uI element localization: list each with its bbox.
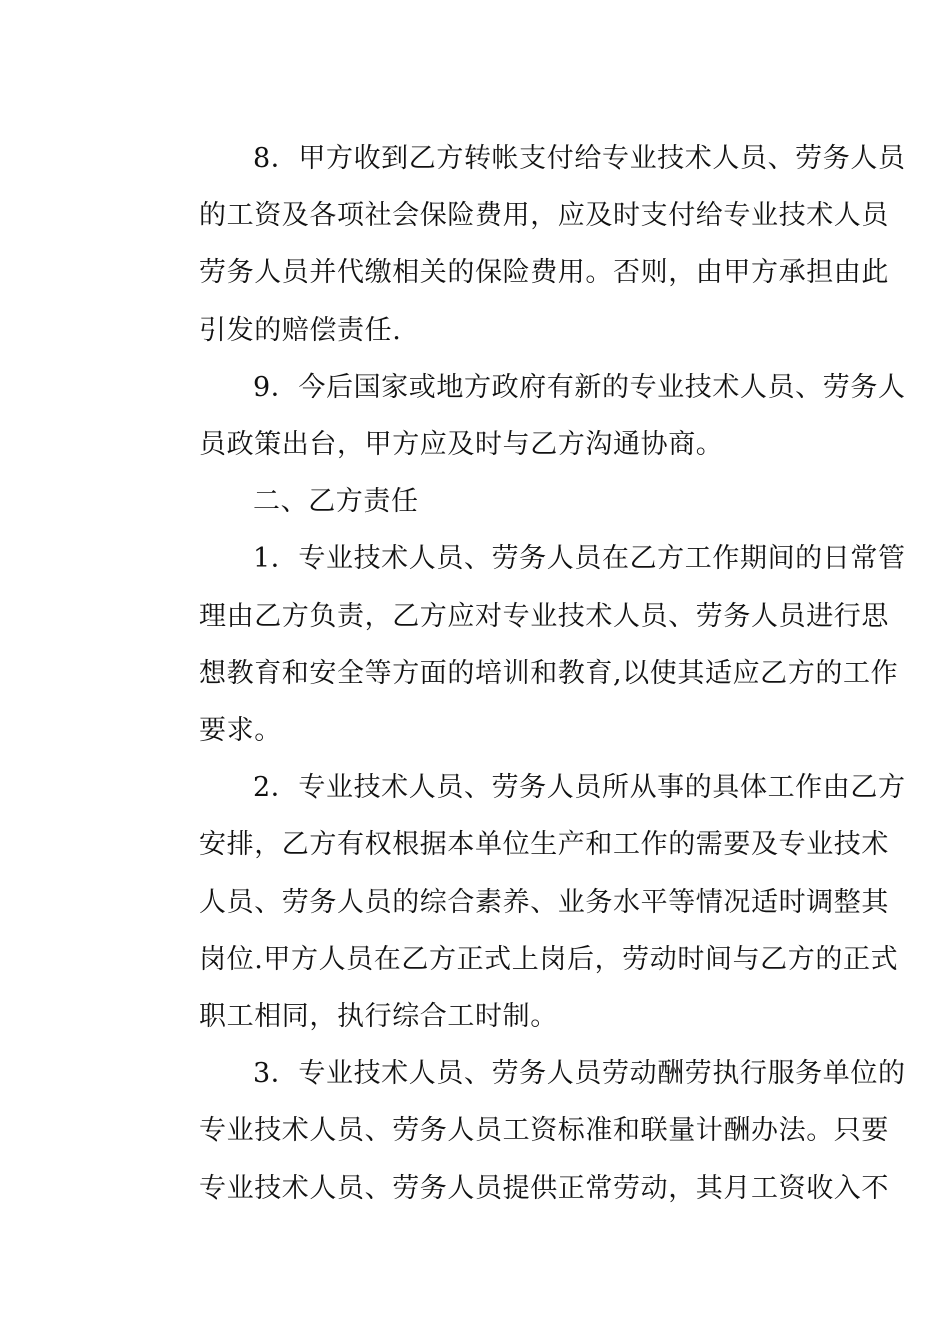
text-line: 1．专业技术人员、劳务人员在乙方工作期间的日常管 [253, 543, 906, 575]
text-line: 8．甲方收到乙方转帐支付给专业技术人员、劳务人员 [253, 143, 906, 174]
section-heading-party-b-responsibility [145, 473, 810, 530]
party-b-clause-3-paragraph [145, 1045, 906, 1217]
text-line: 9．今后国家或地方政府有新的专业技术人员、劳务人 [253, 371, 906, 403]
text-line: 员政策出台，甲方应及时与乙方沟通协商。 [199, 429, 724, 461]
party-b-clause-2-paragraph [145, 759, 906, 1045]
text-line: 专业技术人员、劳务人员工资标准和联量计酬办法。只要 [199, 1115, 889, 1147]
text-line: 3．专业技术人员、劳务人员劳动酬劳执行服务单位的 [253, 1058, 906, 1090]
text-line: 专业技术人员、劳务人员提供正常劳动，其月工资收入不 [199, 1172, 889, 1204]
clause-8-paragraph [145, 130, 906, 359]
clause-9-paragraph [145, 359, 906, 473]
section-heading: 二、乙方责任 [253, 486, 419, 518]
text-line: 想教育和安全等方面的培训和教育,以使其适应乙方的工作 [199, 657, 899, 689]
text-line: 人员、劳务人员的综合素养、业务水平等情况适时调整其 [199, 886, 889, 918]
text-line: 引发的赔偿责任. [199, 314, 402, 346]
text-line: 2．专业技术人员、劳务人员所从事的具体工作由乙方 [253, 772, 906, 804]
text-line: 职工相同，执行综合工时制。 [199, 1001, 558, 1033]
text-line: 要求。 [199, 715, 282, 747]
party-b-clause-1-paragraph [145, 530, 906, 759]
document-body [145, 130, 906, 1217]
text-line: 安排，乙方有权根据本单位生产和工作的需要及专业技术 [199, 829, 889, 861]
text-line: 的工资及各项社会保险费用，应及时支付给专业技术人员 [199, 200, 889, 232]
text-line: 劳务人员并代缴相关的保险费用。否则，由甲方承担由此 [199, 257, 889, 289]
text-line: 岗位.甲方人员在乙方正式上岗后，劳动时间与乙方的正式 [199, 943, 899, 975]
text-line: 理由乙方负责，乙方应对专业技术人员、劳务人员进行思 [199, 600, 889, 632]
